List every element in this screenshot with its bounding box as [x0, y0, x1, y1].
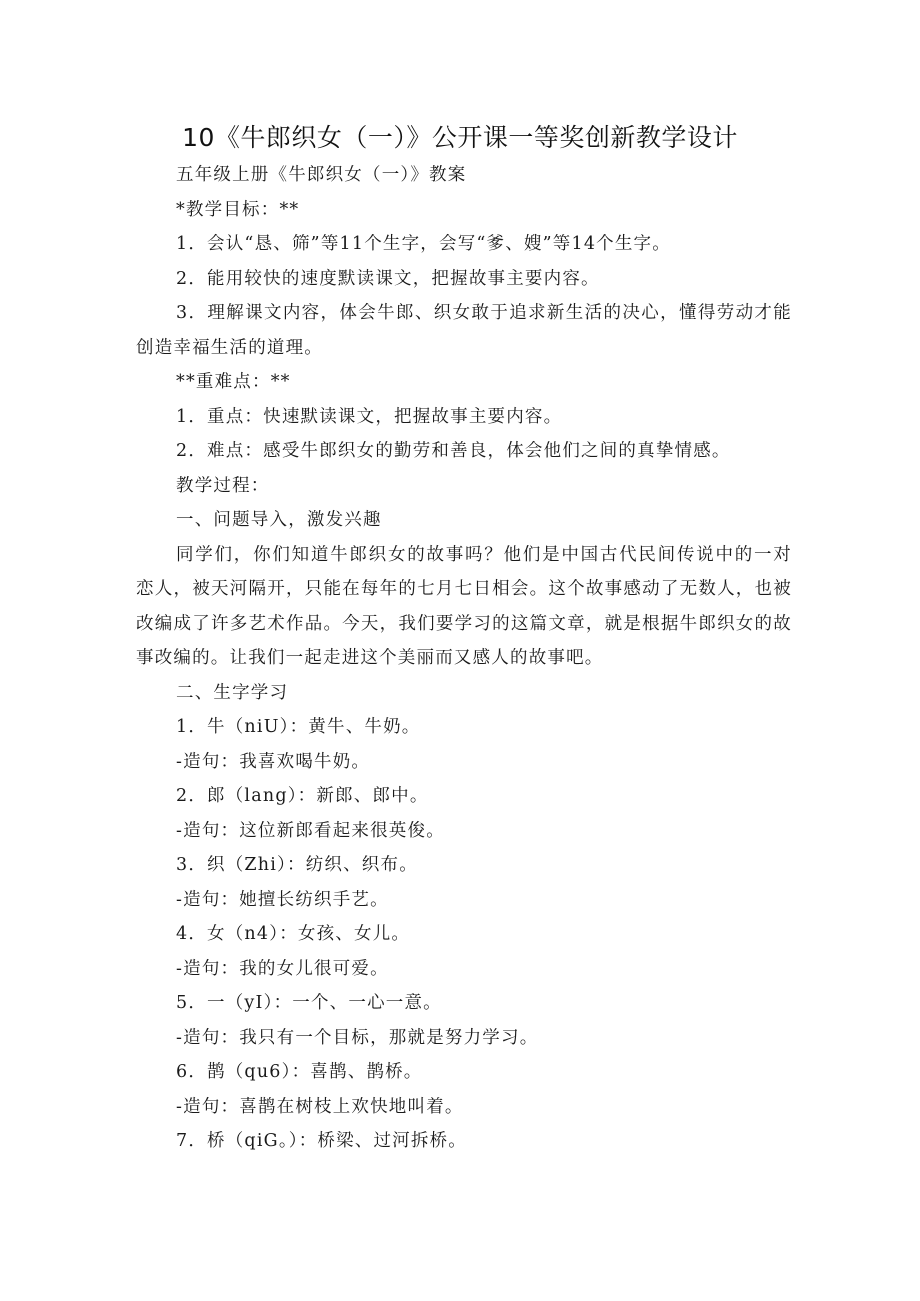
intro-paragraph: 同学们，你们知道牛郎织女的故事吗？他们是中国古代民间传说中的一对恋人，被天河隔开，只能在每年的七月七日相会。这个故事感动了无数人，也被改编成了许多艺术作品。今天，我们要学习的这篇文章，就是根据牛郎织女的故事改编的。让我们一起走进这个美丽而又感人的故事吧。: [136, 544, 792, 668]
character-entry: 7．桥（qiG。）：桥梁、过河拆桥。: [176, 1131, 468, 1151]
character-entry: 2．郎（lang）：新郎、郎中。: [176, 786, 429, 806]
document-title: 10《牛郎织女（一）》公开课一等奖创新教学设计: [182, 123, 738, 152]
character-example: -造句：我喜欢喝牛奶。: [176, 751, 371, 772]
key-point-item: 1．重点：快速默读课文，把握故事主要内容。: [176, 406, 563, 427]
character-example: -造句：她擅长纺织手艺。: [176, 889, 389, 910]
character-example: -造句：喜鹊在树枝上欢快地叫着。: [176, 1096, 464, 1117]
document-body: [136, 158, 792, 1159]
objective-item: 3．理解课文内容，体会牛郎、织女敢于追求新生活的决心，懂得劳动才能创造幸福生活的道理。: [136, 303, 792, 358]
objective-item: 1．会认“恳、筛”等11个生字，会写“爹、嫂”等14个生字。: [176, 234, 671, 254]
objectives-heading: *教学目标：**: [176, 199, 300, 220]
objective-item: 2．能用较快的速度默读课文，把握故事主要内容。: [176, 268, 600, 289]
character-entry: 5．一（yI）：一个、一心一意。: [176, 993, 442, 1013]
character-entry: 6．鹊（qu6）：喜鹊、鹊桥。: [176, 1062, 423, 1082]
process-heading: 教学过程：: [176, 475, 270, 496]
key-point-item: 2．难点：感受牛郎织女的勤劳和善良，体会他们之间的真挚情感。: [176, 441, 731, 461]
document-subtitle: 五年级上册《牛郎织女（一）》教案: [176, 165, 467, 185]
key-points-heading: **重难点：**: [176, 372, 291, 392]
character-entry: 4．女（n4）：女孩、女儿。: [176, 924, 411, 944]
character-entry: 1．牛（niU）：黄牛、牛奶。: [176, 717, 421, 737]
character-example: -造句：我只有一个目标，那就是努力学习。: [176, 1027, 539, 1048]
character-example: -造句：这位新郎看起来很英俊。: [176, 820, 445, 841]
character-entry: 3．织（Zhi）：纺织、织布。: [176, 855, 418, 875]
character-example: -造句：我的女儿很可爱。: [176, 958, 389, 979]
section-heading: 一、问题导入，激发兴趣: [176, 510, 382, 530]
section-heading: 二、生字学习: [176, 682, 289, 703]
